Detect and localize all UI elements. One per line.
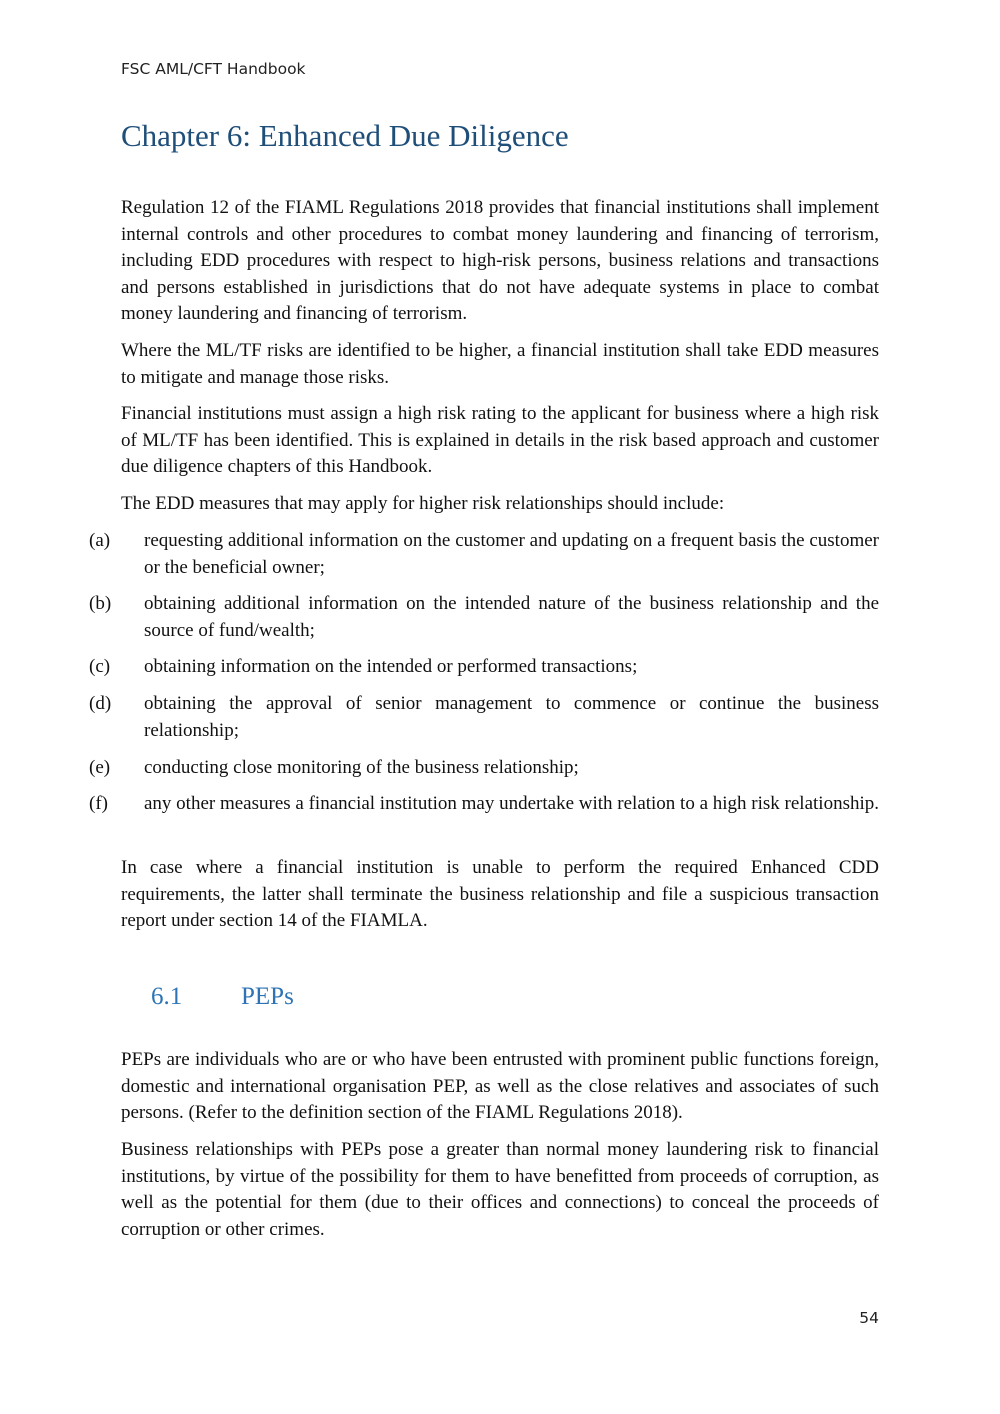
list-item	[89, 591, 879, 644]
peps-paragraph-risk: Business relationships with PEPs pose a greater than normal money laundering risk to financial institutions, by virtue of the possibility for them to have benefitted from proceeds of corruption, as well as the potential for them (due to their offices and connections) to conceal the proceeds of corruption or other crimes.	[121, 1139, 879, 1240]
list-item	[89, 654, 879, 681]
list-marker: (e)	[89, 757, 111, 778]
list-item-text: obtaining the approval of senior management to commence or continue the business relationship;	[144, 693, 879, 741]
list-item	[89, 755, 879, 782]
list-marker: (c)	[89, 656, 111, 677]
list-item-text: obtaining additional information on the intended nature of the business relationship and the source of fund/wealth;	[144, 593, 879, 641]
chapter-title: Chapter 6: Enhanced Due Diligence	[121, 118, 569, 153]
section-heading	[151, 983, 294, 1011]
intro-paragraph-edd-measures: The EDD measures that may apply for higher risk relationships should include:	[121, 493, 725, 514]
list-marker: (a)	[89, 530, 111, 551]
intro-paragraph-risk-rating: Financial institutions must assign a high risk rating to the applicant for business where a high risk of ML/TF has been identified. This is explained in details in the risk based approach and customer due diligence chapters of this Handbook.	[121, 403, 879, 477]
intro-paragraph-regulation-12: Regulation 12 of the FIAML Regulations 2018 provides that financial institutions shall implement internal controls and other procedures to combat money laundering and financing of terrorism, including EDD procedures with respect to high-risk persons, business relations and transactions and persons established in jurisdictions that do not have adequate systems in place to combat money laundering and financing of terrorism.	[121, 197, 879, 324]
list-item-text: requesting additional information on the customer and updating on a frequent basis the customer or the beneficial owner;	[144, 530, 879, 578]
section-number: 6.1	[151, 983, 183, 1010]
list-marker: (b)	[89, 593, 112, 614]
intro-paragraph-higher-risk: Where the ML/TF risks are identified to be higher, a financial institution shall take EDD measures to mitigate and manage those risks.	[121, 340, 879, 388]
list-item	[89, 691, 879, 744]
list-marker: (d)	[89, 693, 112, 714]
list-item	[89, 528, 879, 581]
running-header: FSC AML/CFT Handbook	[121, 60, 306, 78]
section-title: PEPs	[241, 983, 294, 1010]
page-number: 54	[859, 1309, 879, 1327]
list-item-text: conducting close monitoring of the business relationship;	[144, 757, 579, 778]
list-item-text: any other measures a financial institution may undertake with relation to a high risk relationship.	[144, 793, 879, 814]
peps-paragraph-definition: PEPs are individuals who are or who have been entrusted with prominent public functions foreign, domestic and international organisation PEP, as well as the close relatives and associates of such persons. (Refer to the definition section of the FIAML Regulations 2018).	[121, 1049, 879, 1123]
closing-paragraph: In case where a financial institution is unable to perform the required Enhanced CDD requirements, the latter shall terminate the business relationship and file a suspicious transaction report under section 14 of the FIAMLA.	[121, 857, 879, 931]
list-item-text: obtaining information on the intended or performed transactions;	[144, 656, 638, 677]
list-marker: (f)	[89, 793, 108, 814]
list-item	[89, 791, 879, 818]
